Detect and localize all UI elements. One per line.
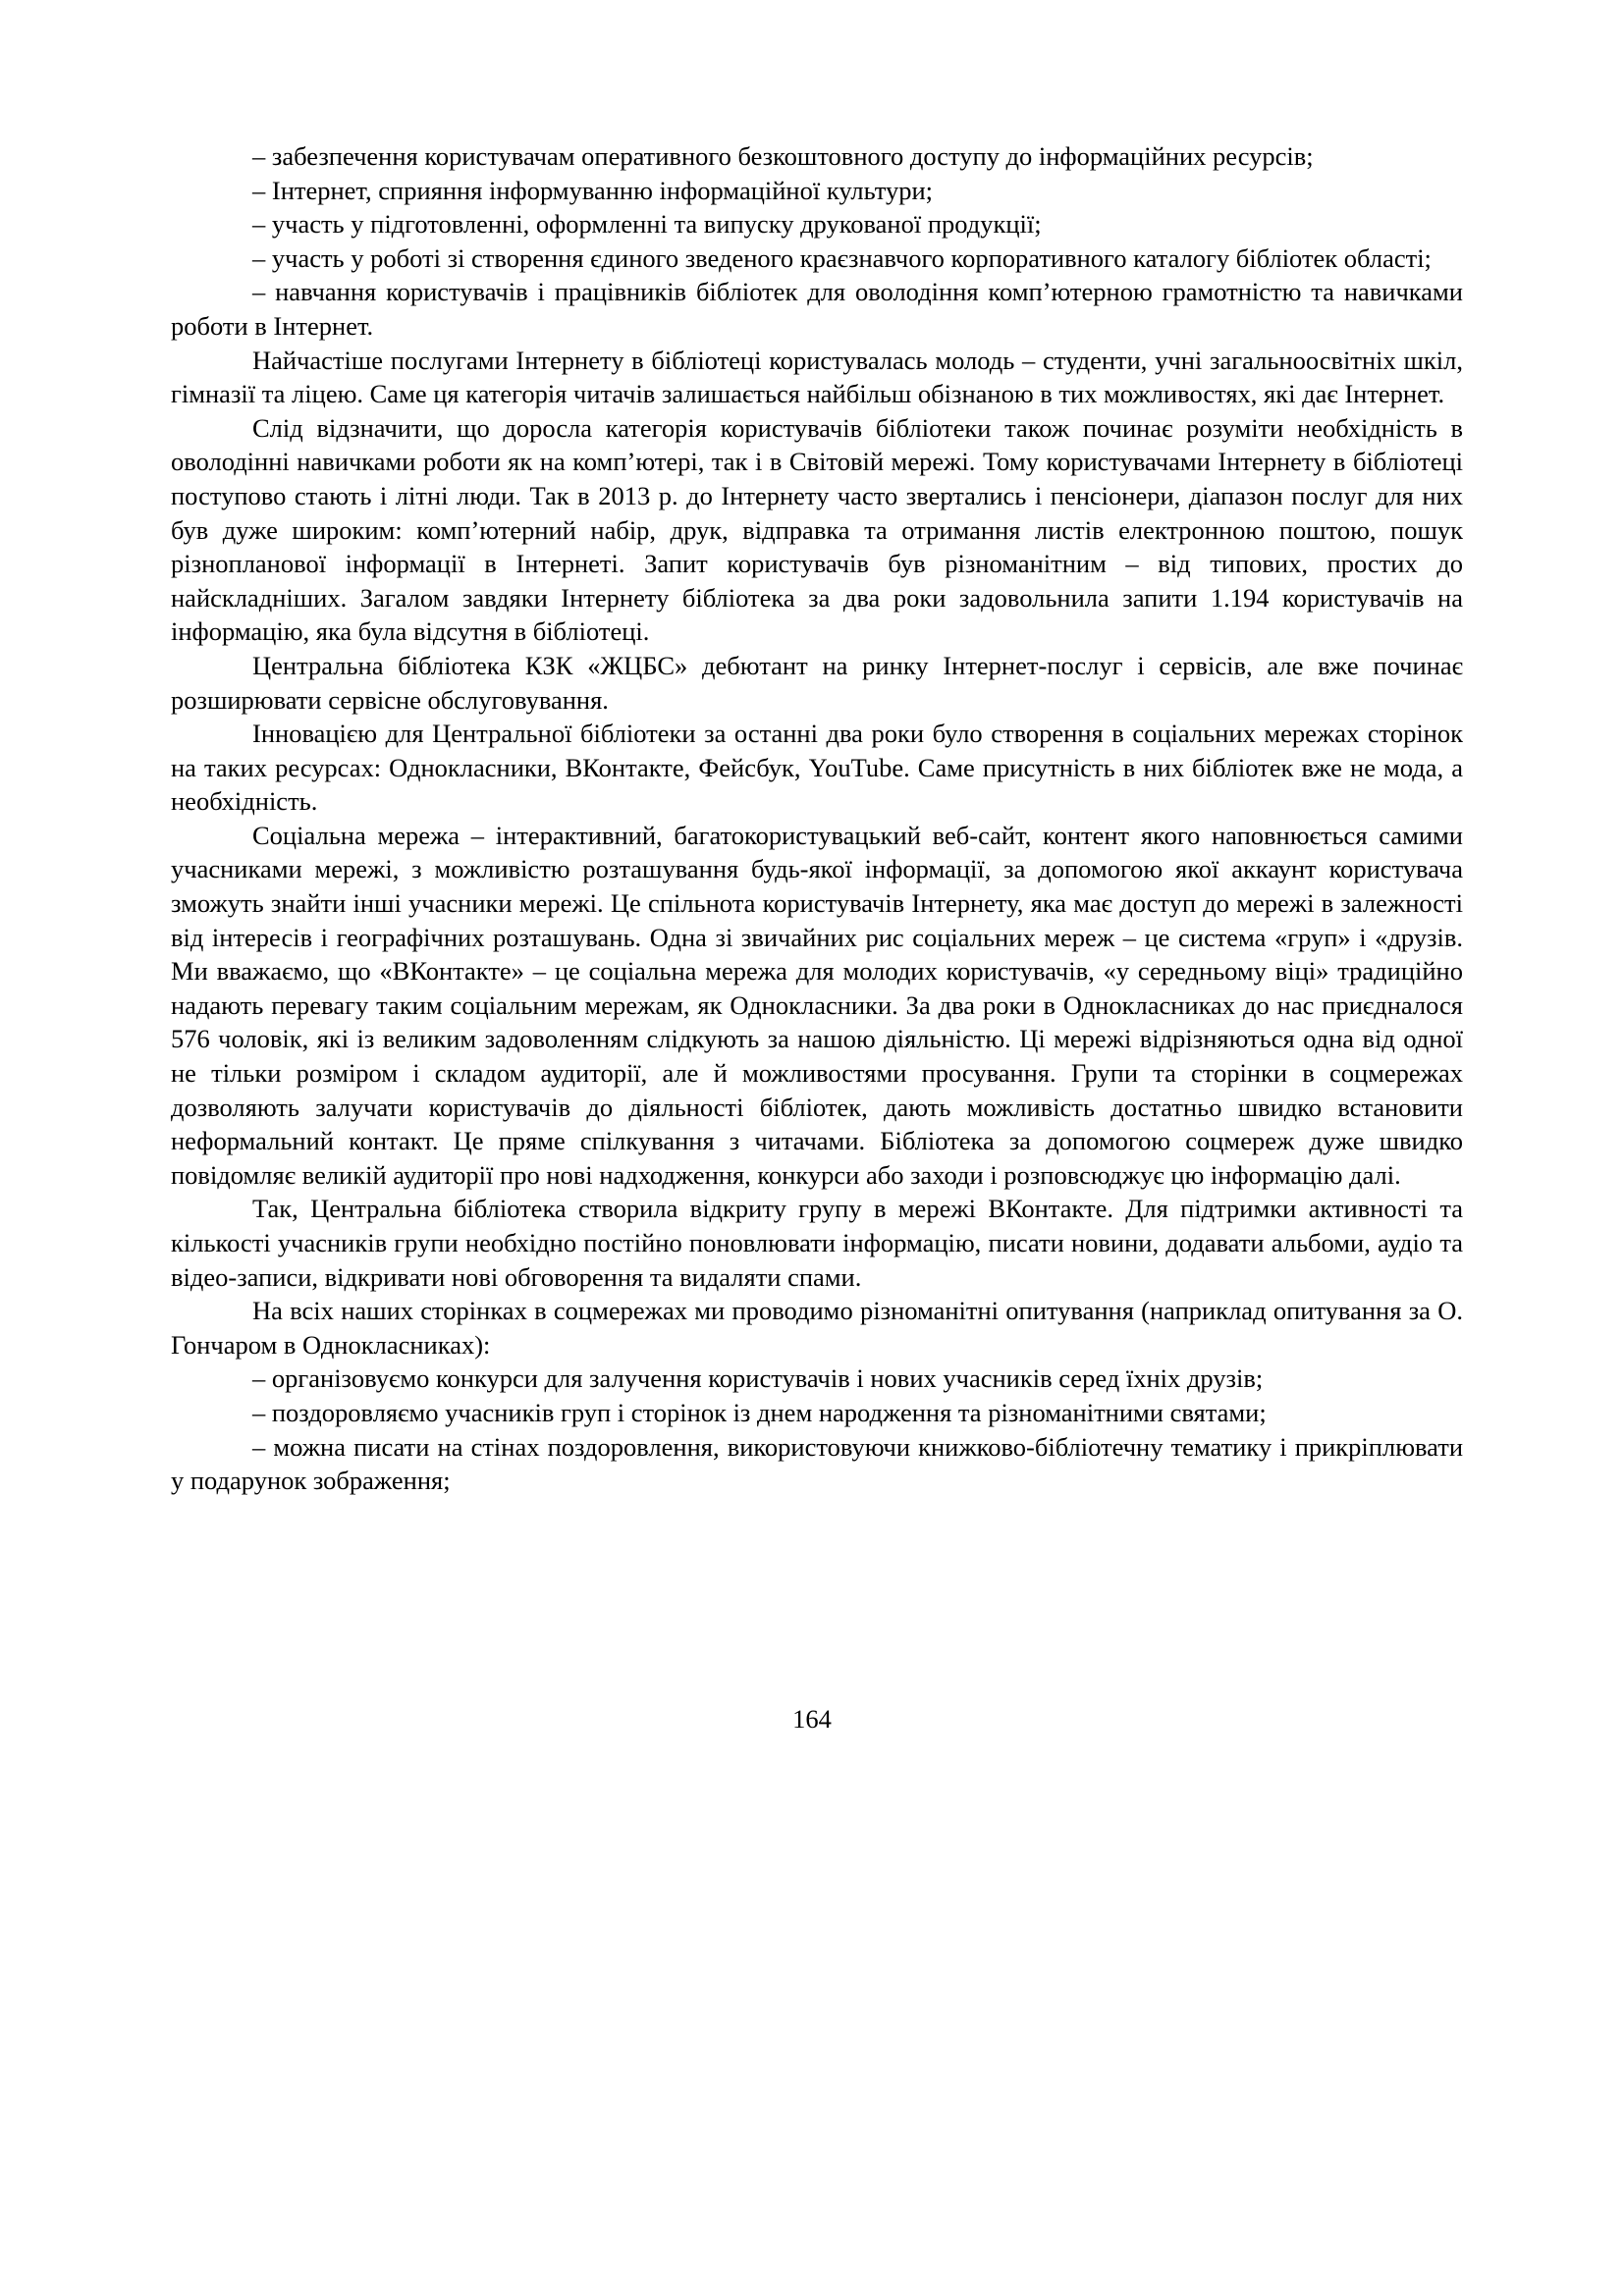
paragraph-vkontakte-group: Так, Центральна бібліотека створила відкриту групу в мережі ВКонтакте. Для підтримки активності та кількості учасників групи необхідно постійно поновлювати інформацію, писати новини, додавати альбоми, аудіо та відео-записи, відкривати нові обговорення та видаляти спами. bbox=[171, 1194, 1463, 1292]
paragraph-youth-users: Найчастіше послугами Інтернету в бібліотеці користувалась молодь – студенти, учні загальноосвітніх шкіл, гімназії та ліцею. Саме ця категорія читачів залишається найбільш обізнаною в тих можливостях, які дає Інтернет. bbox=[171, 345, 1463, 409]
page-number: 164 bbox=[792, 1704, 832, 1734]
paragraph-social-network: Соціальна мережа – інтерактивний, багатокористувацький веб-сайт, контент якого наповнюється самими учасниками мережі, з можливістю розташування будь-якої інформації, за допомогою якої аккаунт користувача зможуть знайти інші учасники мережі. Це спільнота користувачів Інтернету, яка має доступ до мережі в залежності від інтересів і географічних розташувань. Одна зі звичайних рис соціальних мереж – це система «груп» і «друзів. Ми вважаємо, що «ВКонтакте» – це соціальна мережа для молодих користувачів, «у середньому віці» традиційно надають перевагу таким соціальним мережам, як Однокласники. За два роки в Однокласниках до нас приєдналося 576 чоловік, які із великим задоволенням слідкують за нашою діяльністю. Ці мережі відрізняються одна від одної не тільки розміром і складом аудиторії, але й можливостями просування. Групи та сторінки в соцмережах дозволяють залучати користувачів до діяльності бібліотек, дають можливість достатньо швидко встановити неформальний контакт. Це пряме спілкування з читачами. Бібліотека за допомогою соцмереж дуже швидко повідомляє великій аудиторії про нові надходження, конкурси або заходи і розповсюджує цю інформацію далі. bbox=[171, 820, 1463, 1190]
list-item-contests: – організовуємо конкурси для залучення користувачів і нових учасників серед їхніх друзів; bbox=[252, 1363, 1264, 1394]
list-item-catalog: – участь у роботі зі створення єдиного зведеного краєзнавчого корпоративного каталогу бібліотек області; bbox=[252, 242, 1432, 273]
paragraph-surveys: На всіх наших сторінках в соцмережах ми проводимо різноманітні опитування (наприклад опитування за О. Гончаром в Однокласниках): bbox=[171, 1296, 1463, 1360]
list-item-printed-products: – участь у підготовленні, оформленні та випуску друкованої продукції; bbox=[252, 209, 1042, 240]
list-item-training: – навчання користувачів і працівників бібліотек для оволодіння комп’ютерною грамотністю та навичками роботи в Інтернет. bbox=[171, 277, 1463, 341]
paragraph-adult-users: Слід відзначити, що доросла категорія користувачів бібліотеки також починає розуміти необхідність в оволодінні навичками роботи як на комп’ютері, так і в Світовій мережі. Тому користувачами Інтернету в бібліотеці поступово стають і літні люди. Так в 2013 р. до Інтернету часто звертались і пенсіонери, діапазон послуг для них був дуже широким: комп’ютерний набір, друк, відправка та отримання листів електронною поштою, пошук різнопланової інформації в Інтернеті. Запит користувачів був різноманітним – від типових, простих до найскладніших. Загалом завдяки Інтернету бібліотека за два роки задовольнила запити 1.194 користувачів на інформацію, яка була відсутня в бібліотеці. bbox=[171, 412, 1463, 647]
list-item-internet-culture: – Інтернет, сприяння інформуванню інформаційної культури; bbox=[252, 175, 934, 205]
paragraph-central-library: Центральна бібліотека КЗК «ЖЦБС» дебютант на ринку Інтернет-послуг і сервісів, але вже починає розширювати сервісне обслуговування. bbox=[171, 650, 1463, 715]
body-text bbox=[171, 139, 1463, 1498]
list-item-greetings: – поздоровляємо учасників груп і сторінок із днем народження та різноманітними святами; bbox=[252, 1397, 1267, 1427]
paragraph-innovation: Інновацією для Центральної бібліотеки за останні два роки було створення в соціальних мережах сторінок на таких ресурсах: Однокласники, ВКонтакте, Фейсбук, YouTube. Саме присутність в них бібліотек вже не мода, а необхідність. bbox=[171, 719, 1463, 817]
list-item-wall-posts: – можна писати на стінах поздоровлення, використовуючи книжково-бібліотечну тематику і прикріплювати у подарунок зображення; bbox=[171, 1431, 1463, 1496]
list-item-free-access: – забезпечення користувачам оперативного безкоштовного доступу до інформаційних ресурсів; bbox=[252, 141, 1314, 171]
